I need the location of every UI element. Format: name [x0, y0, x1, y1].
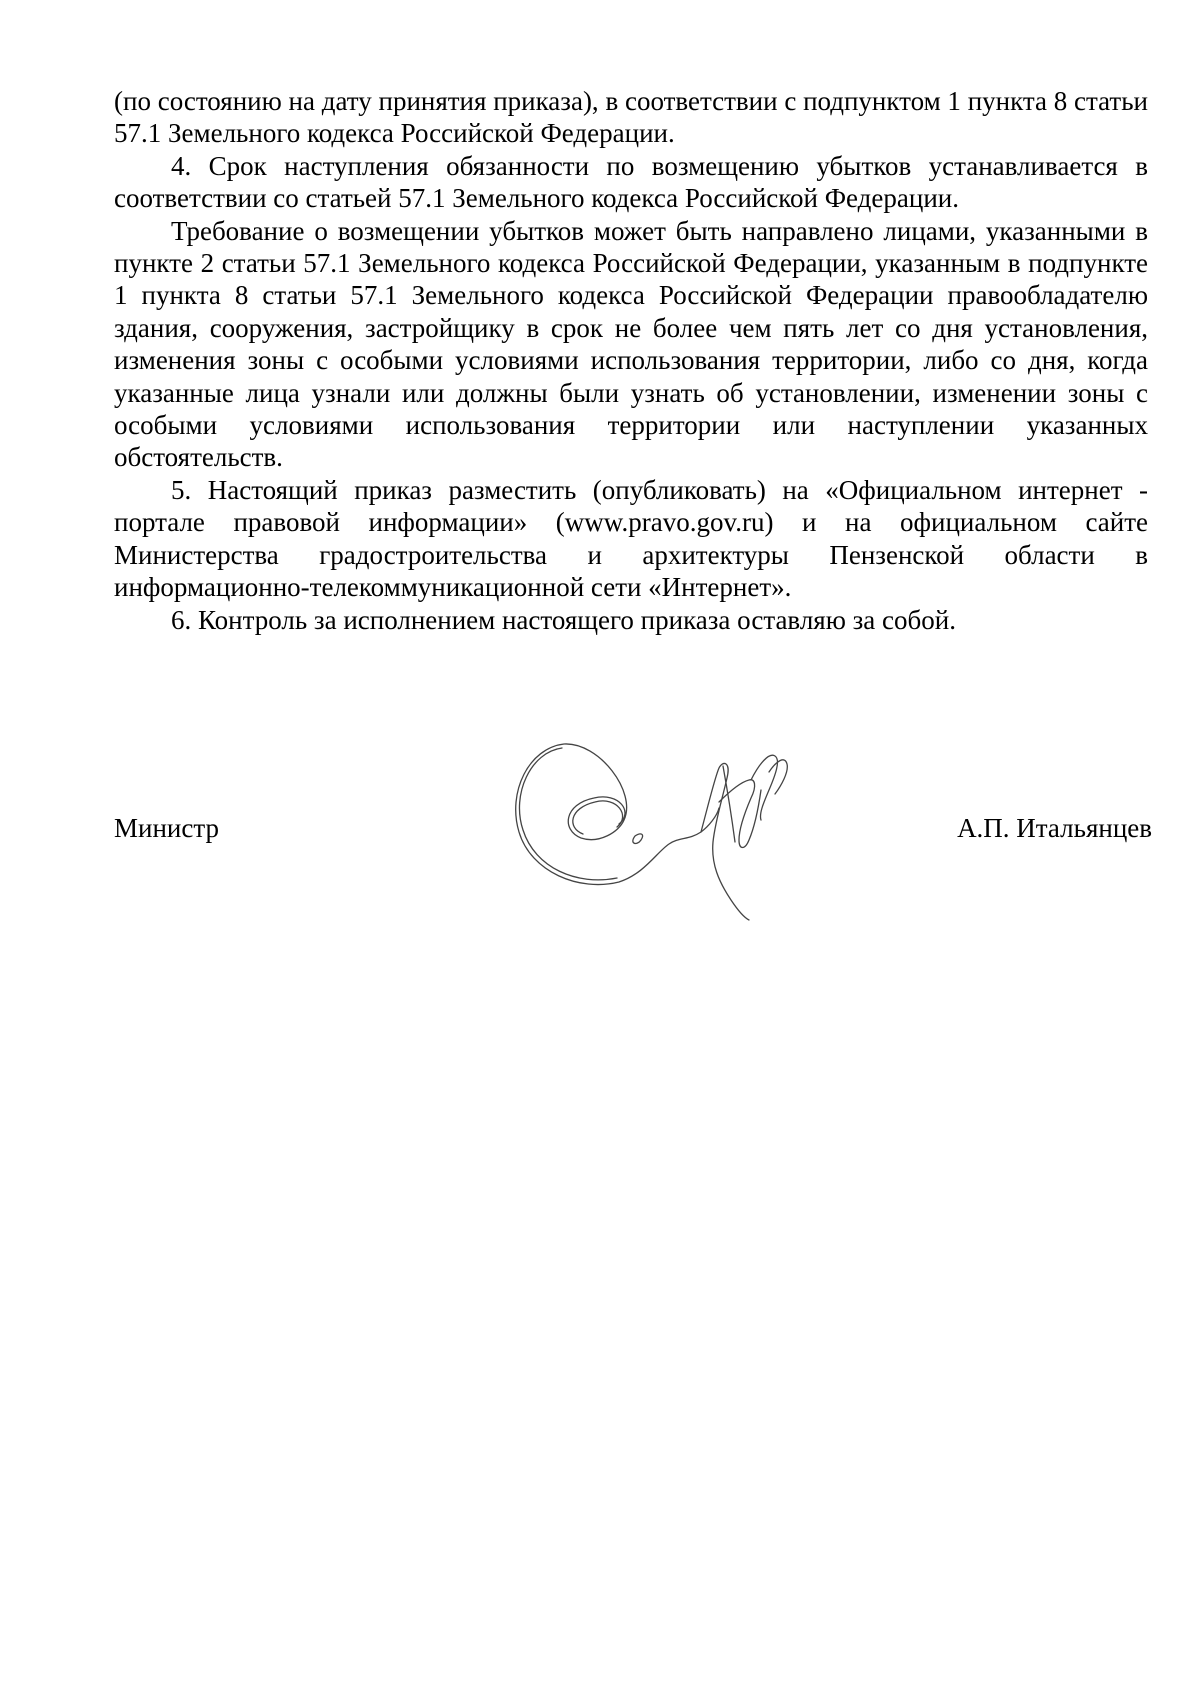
signatory-title: Министр	[114, 813, 219, 843]
handwritten-signature-icon	[469, 732, 799, 922]
signatory-name: А.П. Итальянцев	[957, 813, 1152, 843]
signature-block	[114, 740, 1152, 920]
document-body	[114, 85, 1148, 636]
paragraph-continuation: (по состоянию на дату принятия приказа), в соответствии с подпунктом 1 пункта 8 статьи 57.1 Земельного кодекса Российской Федерации.	[114, 86, 1148, 149]
paragraph-item-6: 6. Контроль за исполнением настоящего приказа оставляю за собой.	[171, 604, 956, 635]
paragraph-item-5: 5. Настоящий приказ разместить (опубликовать) на «Официальном интернет - портале правовой информации» (www.pravo.gov.ru) и на официальном сайте Министерства градостроительства и архитектуры Пензенской области в информационно-телекоммуникационной сети «Интернет».	[114, 474, 1148, 603]
paragraph-damages-claim: Требование о возмещении убытков может быть направлено лицами, указанными в пункте 2 статьи 57.1 Земельного кодекса Российской Федерации, указанным в подпункте 1 пункта 8 статьи 57.1 Земельного кодекса Российской Федерации правообладателю здания, сооружения, застройщику в срок не более чем пять лет со дня установления, изменения зоны с особыми условиями использования территории, либо со дня, когда указанные лица узнали или должны были узнать об установлении, изменении зоны с особыми условиями использования территории или наступлении указанных обстоятельств.	[114, 215, 1148, 473]
paragraph-item-4: 4. Срок наступления обязанности по возмещению убытков устанавливается в соответствии со статьей 57.1 Земельного кодекса Российской Федерации.	[114, 150, 1148, 214]
